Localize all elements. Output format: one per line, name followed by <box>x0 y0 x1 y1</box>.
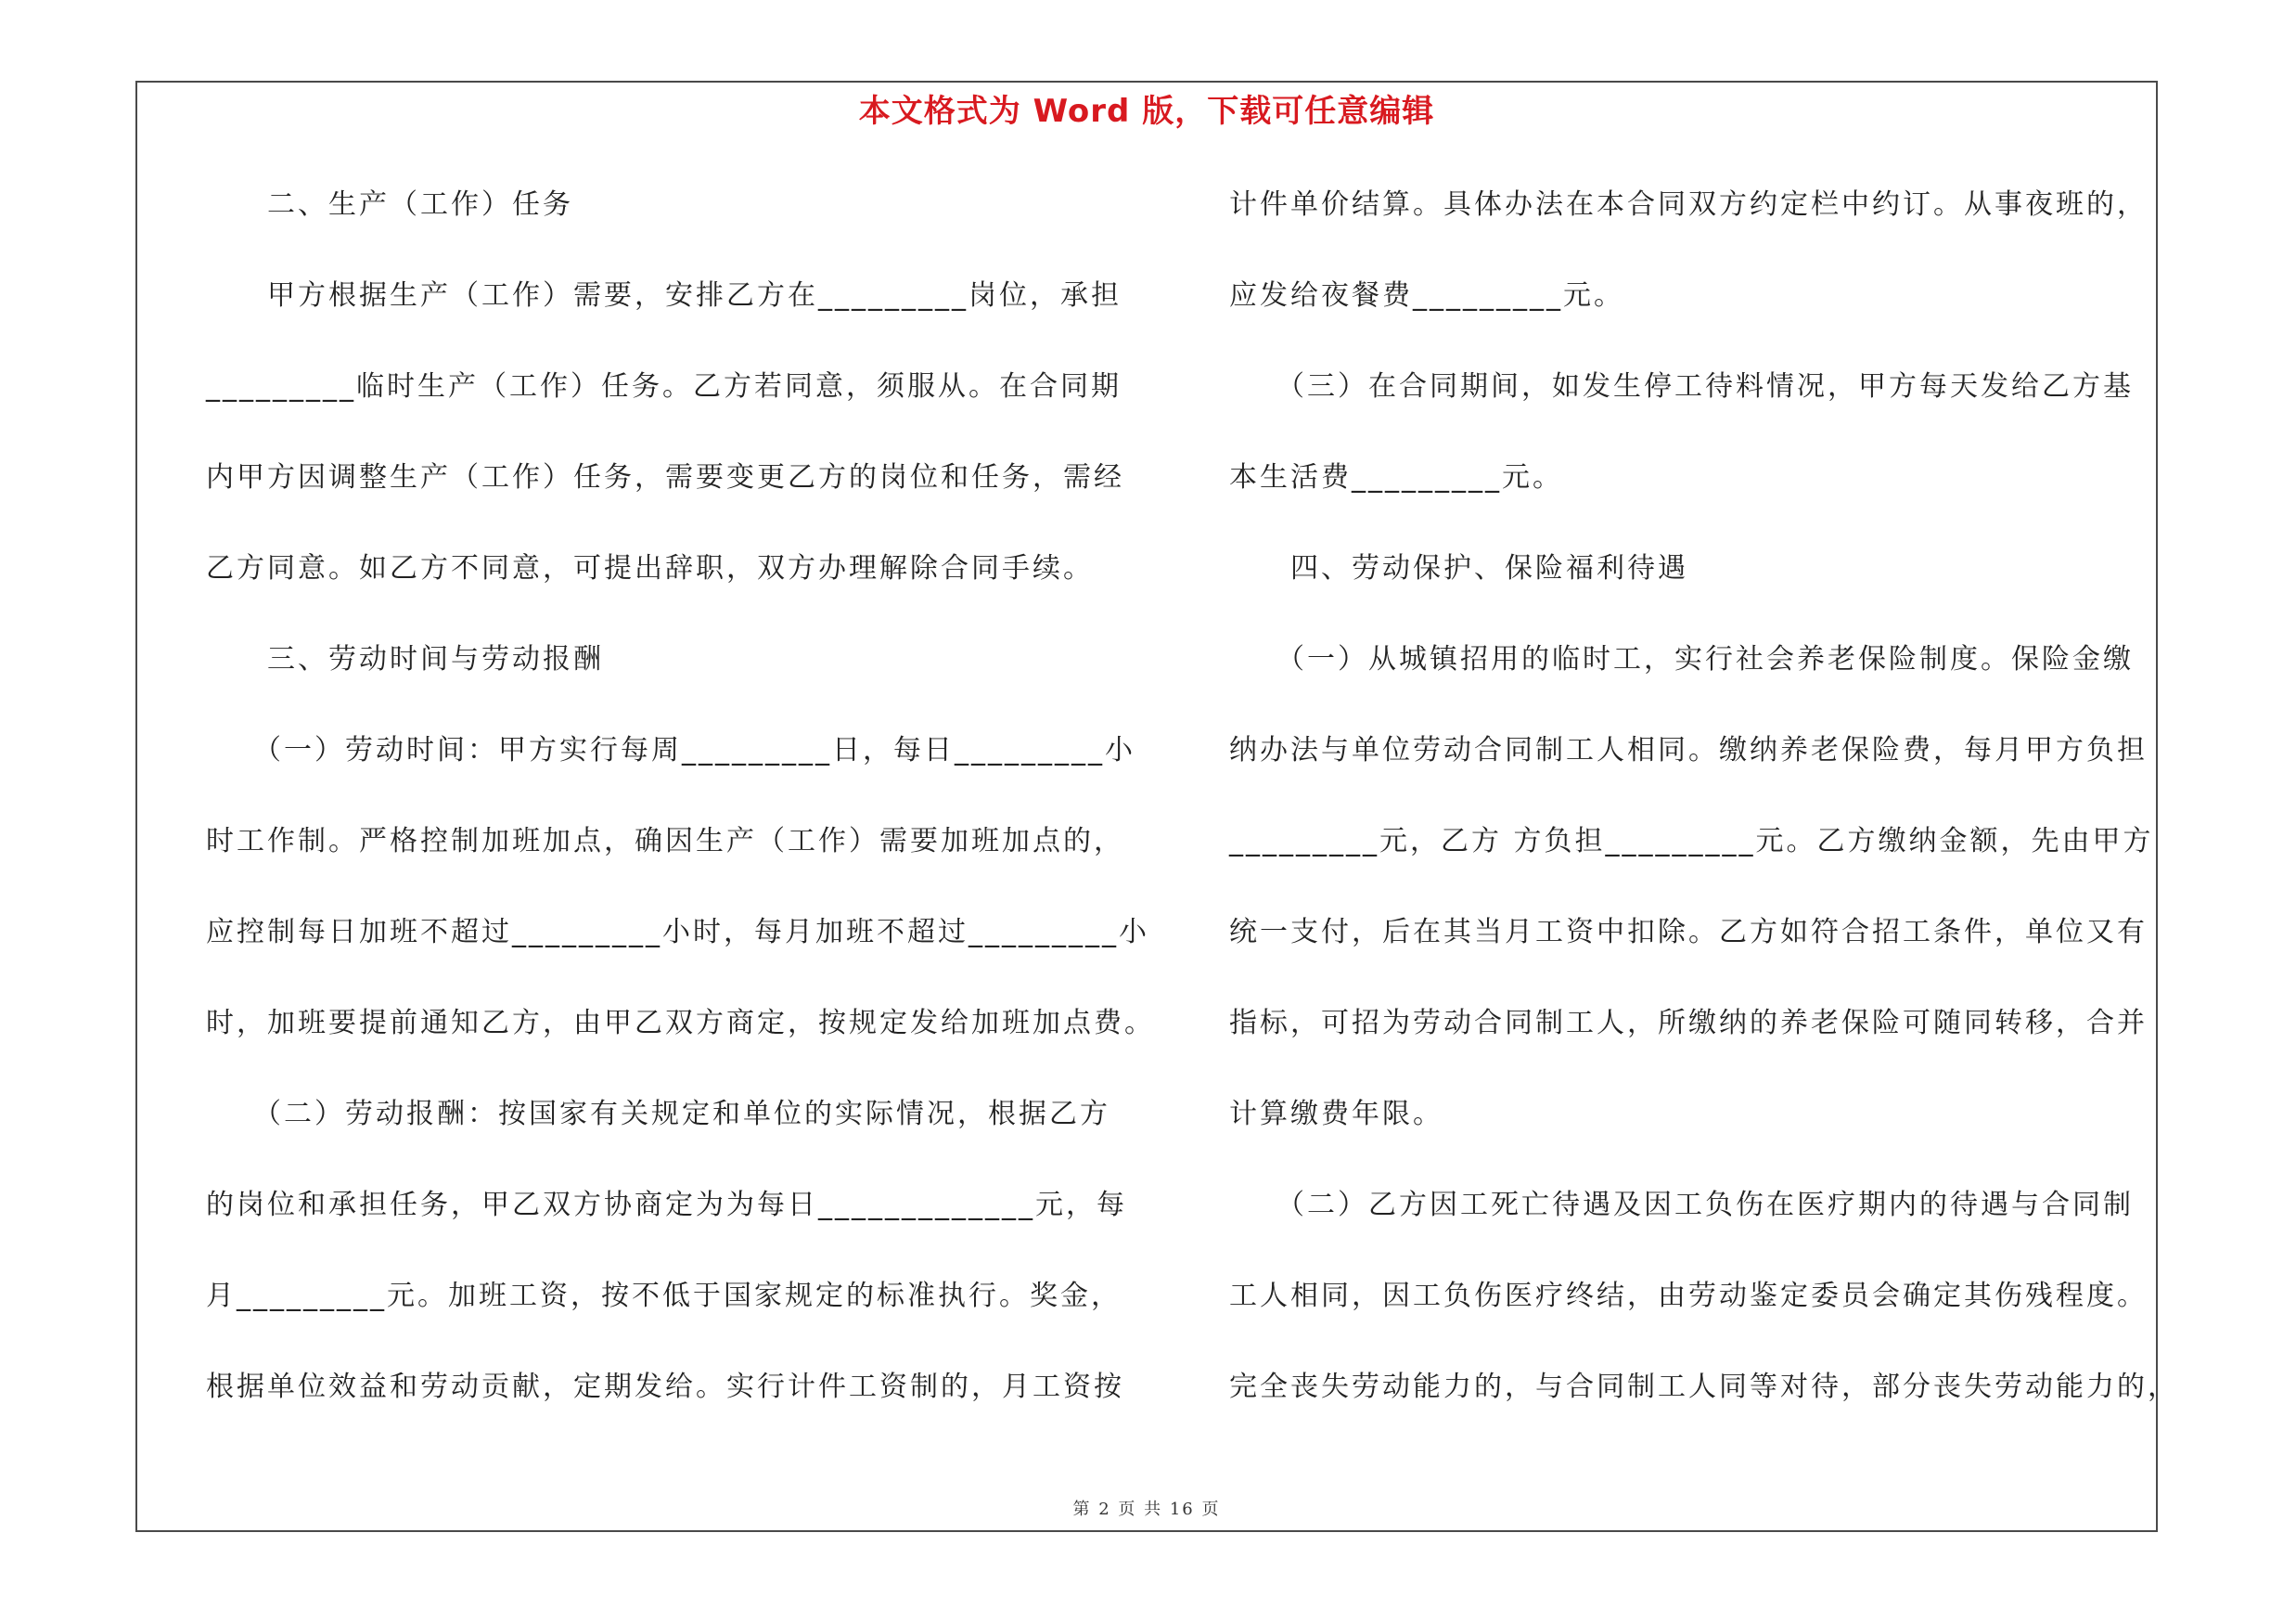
paragraph-line: _________元，乙方 方负担_________元。乙方缴纳金额，先由甲方 <box>1229 825 2154 857</box>
paragraph-line: 根据单位效益和劳动贡献，定期发给。实行计件工资制的，月工资按 <box>206 1371 1124 1403</box>
page-number-footer: 第 2 页 共 16 页 <box>1072 1500 1221 1519</box>
paragraph-line: （一）劳动时间：甲方实行每周_________日，每日_________小 <box>206 734 1135 766</box>
paragraph-line: 二、生产（工作）任务 <box>206 188 573 221</box>
paragraph-line: 完全丧失劳动能力的，与合同制工人同等对待，部分丧失劳动能力的， <box>1229 1371 2178 1403</box>
paragraph-line: 计件单价结算。具体办法在本合同双方约定栏中约订。从事夜班的， <box>1229 188 2148 221</box>
paragraph-line: 三、劳动时间与劳动报酬 <box>206 643 604 676</box>
paragraph-line: 纳办法与单位劳动合同制工人相同。缴纳养老保险费，每月甲方负担 <box>1229 734 2148 766</box>
paragraph-line: 指标，可招为劳动合同制工人，所缴纳的养老保险可随同转移，合并 <box>1229 1007 2148 1039</box>
paragraph-line: 内甲方因调整生产（工作）任务，需要变更乙方的岗位和任务，需经 <box>206 461 1124 494</box>
paragraph-line: 计算缴费年限。 <box>1229 1098 1443 1130</box>
paragraph-line: 甲方根据生产（工作）需要，安排乙方在_________岗位，承担 <box>206 279 1122 312</box>
paragraph-line: （二）劳动报酬：按国家有关规定和单位的实际情况，根据乙方 <box>206 1098 1110 1130</box>
paragraph-line: 的岗位和承担任务，甲乙双方协商定为为每日_____________元，每 <box>206 1189 1127 1221</box>
paragraph-line: 乙方同意。如乙方不同意，可提出辞职，双方办理解除合同手续。 <box>206 552 1094 585</box>
paragraph-line: 四、劳动保护、保险福利待遇 <box>1229 552 1688 585</box>
paragraph-line: 工人相同，因工负伤医疗终结，由劳动鉴定委员会确定其伤残程度。 <box>1229 1280 2148 1312</box>
paragraph-line: 应发给夜餐费_________元。 <box>1229 279 1624 312</box>
header-banner: 本文格式为 Word 版，下载可任意编辑 <box>858 93 1435 130</box>
paragraph-line: （三）在合同期间，如发生停工待料情况，甲方每天发给乙方基 <box>1229 370 2134 403</box>
paragraph-line: 时，加班要提前通知乙方，由甲乙双方商定，按规定发给加班加点费。 <box>206 1007 1155 1039</box>
paragraph-line: 时工作制。严格控制加班加点，确因生产（工作）需要加班加点的， <box>206 825 1124 857</box>
paragraph-line: _________临时生产（工作）任务。乙方若同意，须服从。在合同期 <box>206 370 1122 403</box>
paragraph-line: 统一支付，后在其当月工资中扣除。乙方如符合招工条件，单位又有 <box>1229 916 2148 948</box>
paragraph-line: （一）从城镇招用的临时工，实行社会养老保险制度。保险金缴 <box>1229 643 2134 676</box>
paragraph-line: （二）乙方因工死亡待遇及因工负伤在医疗期内的待遇与合同制 <box>1229 1189 2134 1221</box>
paragraph-line: 应控制每日加班不超过_________小时，每月加班不超过_________小 <box>206 916 1149 948</box>
paragraph-line: 本生活费_________元。 <box>1229 461 1563 494</box>
paragraph-line: 月_________元。加班工资，按不低于国家规定的标准执行。奖金， <box>206 1280 1122 1312</box>
